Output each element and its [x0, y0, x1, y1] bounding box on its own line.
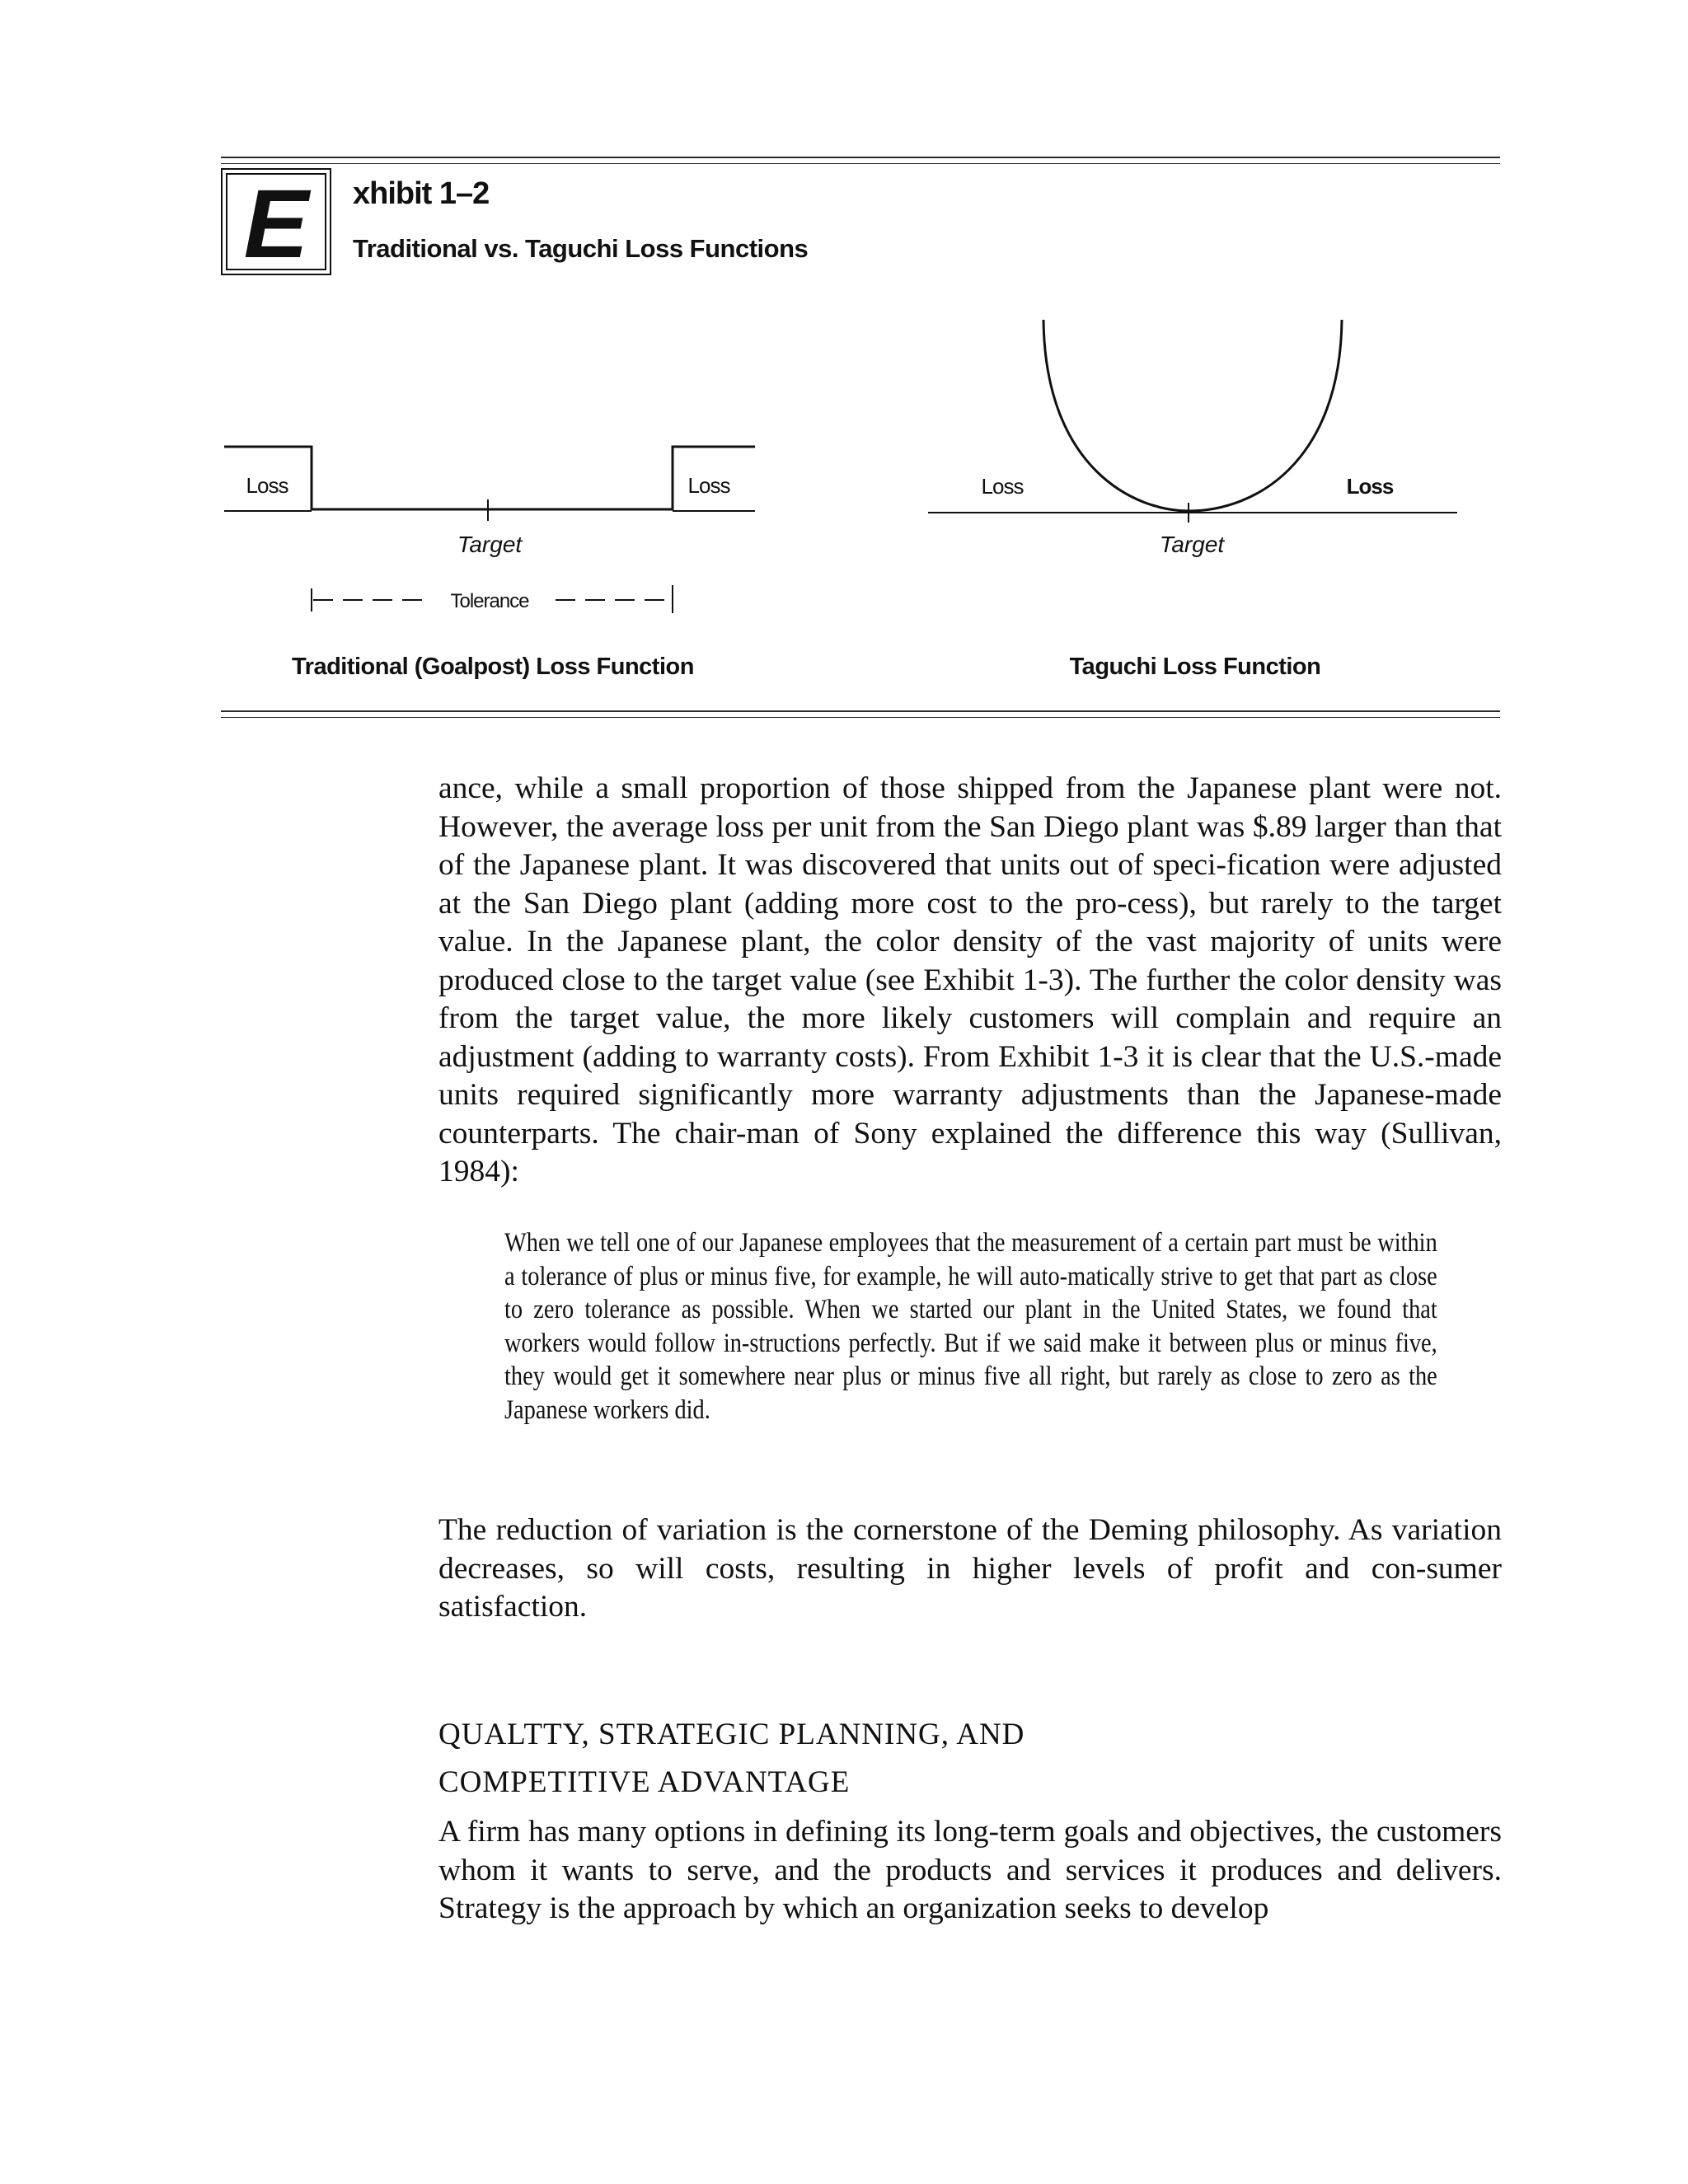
- traditional-caption: Traditional (Goalpost) Loss Function: [292, 654, 694, 680]
- exhibit-logo-icon: [221, 168, 331, 275]
- block-quote: When we tell one of our Japanese employees that the measurement of a certain part must be within a tolerance of plus or minus five, for example, he will auto-matically strive to get that part as close to zero tolerance as possible. When we started our plant in the United States, we found that workers would follow in-structions perfectly. But if we said make it between plus or minus five, they would get it somewhere near plus or minus five all right, but rarely as close to zero as the Japanese workers did.: [504, 1228, 1437, 1425]
- taguchi-target-label: Target: [1159, 532, 1225, 557]
- body-paragraph-2: The reduction of variation is the cornerstone of the Deming philosophy. As variation decreases, so will costs, resulting in higher levels of profit and con-sumer satisfaction.: [438, 1513, 1502, 1624]
- top-rule: [221, 157, 1500, 158]
- traditional-loss-function: [224, 447, 755, 680]
- tolerance-label: Tolerance: [450, 590, 529, 612]
- top-rule-inner: [221, 163, 1500, 164]
- taguchi-loss-right-label: Loss: [1346, 474, 1394, 499]
- exhibit-logo-letter: E: [243, 170, 309, 275]
- section-heading: [438, 1711, 1263, 1807]
- exhibit-label: xhibit 1–2: [353, 176, 490, 211]
- taguchi-loss-curve: [1043, 320, 1342, 511]
- traditional-loss-left-label: Loss: [246, 473, 288, 498]
- loss-function-diagram: [221, 305, 1500, 701]
- traditional-loss-right-label: Loss: [687, 473, 730, 498]
- section-heading-line-2: COMPETITIVE ADVANTAGE: [438, 1765, 851, 1799]
- traditional-target-label: Target: [457, 532, 523, 557]
- exhibit-bottom-rule: [221, 710, 1500, 712]
- section-heading-line-1: QUALTTY, STRATEGIC PLANNING, AND: [438, 1718, 1025, 1751]
- body-paragraph-1: ance, while a small proportion of those shipped from the Japanese plant were not. However, the average loss per unit from the San Diego plant was $.89 larger than that of the Japanese plant. It was discovered that units out of speci-fication were adjusted at the San Diego plant (adding more cost to the pro-cess), but rarely to the target value. In the Japanese plant, the color density of the vast majority of units were produced close to the target value (see Exhibit 1-3). The further the color density was from the target value, the more likely customers will complain and require an adjustment (adding to warranty costs). From Exhibit 1-3 it is clear that the U.S.-made units required significantly more warranty adjustments than the Japanese-made counterparts. The chair-man of Sony explained the difference this way (Sullivan, 1984):: [438, 771, 1502, 1188]
- exhibit-title: Traditional vs. Taguchi Loss Functions: [353, 234, 809, 263]
- traditional-goalpost-line: [224, 447, 755, 509]
- taguchi-loss-left-label: Loss: [981, 474, 1024, 499]
- taguchi-caption: Taguchi Loss Function: [1069, 654, 1321, 680]
- exhibit-bottom-rule-inner: [221, 717, 1500, 718]
- taguchi-loss-function: [928, 320, 1457, 680]
- body-paragraph-3: A firm has many options in defining its long-term goals and objectives, the customers whom it wants to serve, and the products and services it produces and delivers. Strategy is the approach by which an organization seeks to develop: [438, 1815, 1502, 1925]
